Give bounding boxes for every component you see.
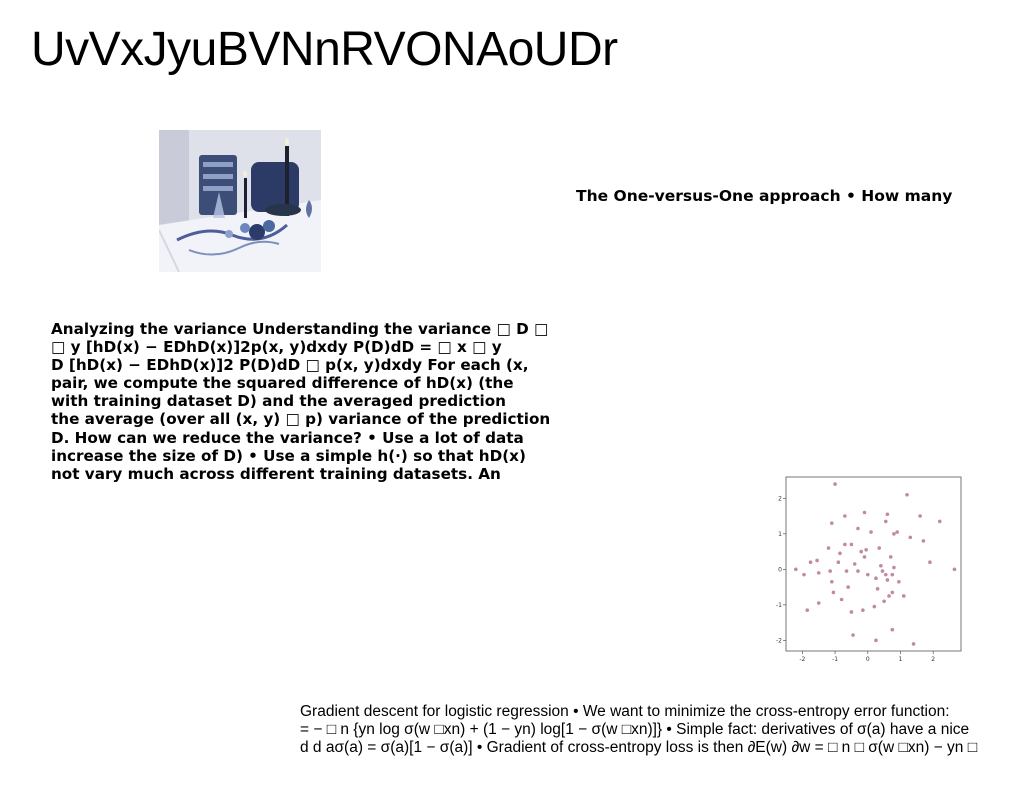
scatter-point	[851, 633, 855, 637]
scatter-point	[838, 552, 842, 556]
y-tick-label: 2	[778, 495, 782, 503]
y-tick-label: -2	[776, 637, 782, 645]
scatter-point	[856, 527, 860, 531]
scatter-point	[840, 598, 844, 602]
scatter-point	[887, 594, 891, 598]
scatter-point	[874, 639, 878, 643]
variance-line: not vary much across different training datasets. An	[51, 464, 501, 483]
gradient-line: Gradient descent for logistic regression • We want to minimize the cross-entropy error function:	[300, 703, 950, 720]
x-tick-label: 2	[931, 656, 936, 663]
photo-illustration	[159, 130, 321, 272]
scatter-point	[905, 493, 909, 497]
page-title: UvVxJyuBVNnRVONAoUDr	[31, 23, 618, 76]
variance-line: D [hD(x) − EDhD(x)]2 P(D)dD □ p(x, y)dxdy For each (x,	[51, 356, 529, 375]
scatter-point	[817, 601, 821, 605]
scatter-point	[891, 591, 895, 595]
variance-line: increase the size of D) • Use a simple h(·) so that hD(x)	[51, 446, 526, 465]
scatter-point	[884, 573, 888, 577]
scatter-point	[866, 573, 870, 577]
variance-paragraph	[51, 320, 581, 483]
scatter-point	[863, 511, 867, 515]
y-tick-label: 0	[778, 566, 782, 574]
scatter-point	[892, 532, 896, 536]
scatter-point	[828, 569, 832, 573]
gradient-line: d d aσ(a) = σ(a)[1 − σ(a)] • Gradient of cross-entropy loss is then ∂E(w) ∂w = □ n □ σ(w □xn) − yn □	[300, 739, 978, 757]
scatter-point	[882, 599, 886, 603]
scatter-point	[830, 521, 834, 525]
scatter-point	[853, 562, 857, 566]
scatter-point	[922, 539, 926, 543]
one-versus-one-heading: The One-versus-One approach • How many	[576, 187, 953, 205]
gradient-line: = − □ n {yn log σ(w □xn) + (1 − yn) log[1 − σ(w □xn)]} • Simple fact: derivatives of σ(a) have a nice	[300, 721, 970, 739]
scatter-point	[827, 546, 831, 550]
scatter-point	[843, 543, 847, 547]
x-tick-label: -1	[832, 656, 839, 663]
scatter-svg	[776, 472, 968, 664]
scatter-point	[884, 520, 888, 524]
scatter-point	[912, 642, 916, 646]
scatter-point	[809, 560, 813, 564]
scatter-point	[874, 576, 878, 580]
scatter-point	[833, 482, 837, 486]
scatter-point	[928, 560, 932, 564]
x-tick-label: 1	[898, 656, 903, 663]
scatter-point	[830, 580, 834, 584]
scatter-point	[859, 550, 863, 554]
y-tick-label: 1	[778, 530, 782, 538]
gradient-descent-paragraph	[300, 703, 1000, 758]
scatter-point	[817, 571, 821, 575]
scatter-point	[902, 594, 906, 598]
scatter-point	[879, 564, 883, 568]
variance-line: with training dataset D) and the averaged prediction	[51, 392, 506, 411]
plot-frame	[786, 477, 961, 651]
scatter-point	[832, 591, 836, 595]
x-tick-label: -2	[799, 656, 806, 663]
variance-line: the average (over all (x, y) □ p) variance of the prediction	[51, 410, 551, 429]
scatter-point	[891, 573, 895, 577]
scatter-point	[850, 610, 854, 614]
scatter-point	[856, 569, 860, 573]
scatter-point	[881, 569, 885, 573]
scatter-point	[886, 512, 890, 516]
variance-line: pair, we compute the squared difference of hD(x) (the	[51, 374, 514, 393]
scatter-point	[897, 580, 901, 584]
scatter-point	[891, 628, 895, 632]
x-tick-label: 0	[865, 656, 870, 663]
variance-line: □ y [hD(x) − EDhD(x)]2p(x, y)dxdy P(D)dD = □ x □ y	[51, 338, 502, 357]
table-setting-photo	[159, 130, 321, 272]
scatter-point	[886, 578, 890, 582]
scatter-point	[850, 543, 854, 547]
scatter-point	[895, 530, 899, 534]
scatter-point	[837, 560, 841, 564]
y-tick-label: -1	[776, 601, 782, 609]
scatter-point	[843, 514, 847, 518]
scatter-point	[953, 568, 957, 572]
scatter-point	[908, 536, 912, 540]
variance-line: Analyzing the variance Understanding the variance □ D □	[51, 320, 549, 338]
scatter-plot	[776, 472, 968, 664]
scatter-point	[805, 608, 809, 612]
variance-line: D. How can we reduce the variance? • Use a lot of data	[51, 428, 524, 447]
scatter-point	[876, 587, 880, 591]
scatter-point	[845, 569, 849, 573]
scatter-point	[938, 520, 942, 524]
scatter-point	[815, 559, 819, 563]
scatter-point	[802, 573, 806, 577]
scatter-point	[861, 608, 865, 612]
scatter-point	[873, 605, 877, 609]
scatter-point	[918, 514, 922, 518]
scatter-point	[877, 546, 881, 550]
scatter-point	[863, 555, 867, 559]
scatter-point	[794, 568, 798, 572]
scatter-point	[889, 555, 893, 559]
scatter-point	[869, 530, 873, 534]
scatter-point	[846, 585, 850, 589]
scatter-point	[864, 548, 868, 552]
scatter-point	[892, 566, 896, 570]
